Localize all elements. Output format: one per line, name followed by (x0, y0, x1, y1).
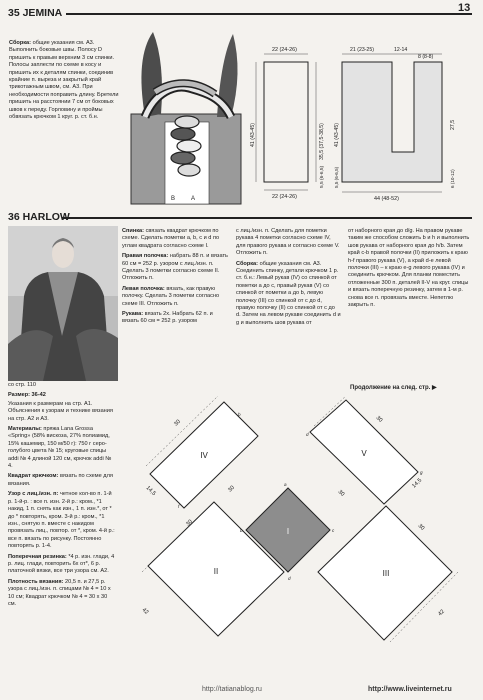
svg-text:30: 30 (374, 415, 384, 424)
harlow-right-column-b: от наборного края до d/g. На правом рукаве таким же способом сложить b и h и выполнить шов рукава от наборного края до h/b. Затем край c-b правой полочки (II) приложить к краю h-f правого рукава (V), а край d-e левой полочки (III) – к краю e-g левого рукава (IV) и соединить крючком. Для планки поместить отложенные 300 п. деталей II-V на круг. спицы и вязать поперечную резинку, затем в 1-м р. снова все п. провязать вместе. Непетлю закрыть п. (348, 228, 470, 309)
jemina-schematic-back (330, 42, 480, 212)
front-right-dim: 35,5 (37,5-38,5) (319, 123, 325, 160)
photo-reference: со стр. 110 (8, 382, 37, 388)
svg-text:d: d (306, 432, 309, 437)
harlow-middle-column: Спинка: связать квадрат крючком по схеме. Сделать пометки а, b, c и d по углам квадрата согласно схеме I. Правая полочка: набрать 88 п. и вязать 60 см = 252 р. узором с лиц./изн. п. Сделать 3 пометки согласно схеме II. Отложить п. Левая полочка: вязать, как правую полочку. Сделать 3 пометки согласно схеме III. Отложить п. Рукава: вязать 2х. Набрать 62 п. и вязать 60 см = 252 р. узором (122, 228, 228, 325)
watermark-right: http://www.liveinternet.ru (368, 686, 452, 693)
braid-label-b: B (171, 196, 176, 202)
svg-text:b: b (240, 528, 243, 533)
label-iv: IV (200, 451, 208, 460)
svg-text:42: 42 (140, 607, 150, 616)
svg-text:42: 42 (437, 608, 446, 618)
jemina-rule (66, 13, 472, 15)
svg-text:b: b (238, 412, 241, 417)
sizes-label: Размер: 36-42 (8, 392, 46, 399)
jemina-title: 35 JEMINA (8, 7, 63, 19)
svg-text:a: a (284, 482, 287, 487)
harlow-rule (62, 217, 472, 219)
page-number: 13 (458, 2, 471, 14)
jemina-assembly-text: Сборка: общие указания см. А3. Выполнить боковые швы. Полосу D пришить к правым верхним 3 см спинки. Полосы заплести по схеме в косу и пришить их к деталям спинки, соединив крайние п. выреза и закрытый край трикотажным швом, см. А3. При необходимости поправить длину. Бретели пришить на расстоянии 7 см от боковых швов к переду. Горловину и проймы обвязать крючком 1 круг. р. ст. б.н. (9, 40, 119, 121)
braid-label-a: A (191, 196, 196, 202)
watermark-left: http://tatianablog.ru (202, 686, 262, 693)
front-top-dim: 22 (24-26) (272, 47, 297, 53)
svg-text:14,5: 14,5 (144, 485, 157, 498)
back-right-upper-dim: 27,5 (450, 119, 456, 130)
back-top-right-dim: 8 (8-8) (418, 54, 434, 60)
label-i: I (286, 527, 290, 536)
front-right-small-dim: 5,5 (6-6,5) (320, 165, 325, 188)
harlow-right-column-a: с лиц./изн. п. Сделать для пометки рукава 4 пометки согласно схеме IV, для правого рукава и согласно схеме V. Отложить п. Сборка: общие указания см. А3. Соединить спинку, детали крючком 1 р. ст. б.н.: Левый рукав (IV) со спинкой от пометки а до c, правый рукав (V) со спинкой от пометки а до b, левую полочку (III) со спинкой от с до d, правую полочку (II) со спинкой от c до d. Затем на левом рукаве соединить d и g и выполнить шов рукава от (236, 228, 341, 326)
jemina-schematic-front (250, 42, 330, 212)
harlow-left-column: со стр. 110 Размер: 36-42 Указания к размерам на стр. А1. Объяснения к узорам и технике вязания на стр. А2 и А3. Материалы: пряжа Lana Grossa «Spring» (58% вискоза, 27% полиамид, 15% кашемир, 150 м/50 г): 750 г серо-голубого цвета № 15; круговые спицы addi № 4 длиной 120 см, крючок addi № 4. Квадрат крючком: вязать по схеме для вязания. Узор с лиц./изн. п: четное кол-во п. 1-й р. 1-й-р. : все п. изн. 2-й р.: кром., *1 накид, 1 п. снять как изн., 1 п. изн.*, от * до * повторять, кром. 3-й р.: кром., *1 изн., снятую п. вместе с накидом провязать лиц., повтор. от *, кром. 4-й р.: все п. вязать по рисунку. Постоянно повторять р. 1-4. Поперечная резинка: *4 р. изн. глади, 4 р. лиц. глади, повторить 6х от*, 6 р. платочной вязки, все три узора см. А2. Плотность вязания: 20,5 п. и 27,5 р. узора с лиц./изн. п. спицами № 4 = 10 х 10 см; Квадрат крючком № 4 = 30 х 30 см. (8, 382, 115, 607)
back-top-left-dim: 21 (23-25) (350, 47, 374, 53)
front-left-dim: 41 (43-45) (250, 123, 256, 147)
back-left-dim: 41 (43-45) (334, 123, 340, 147)
back-bottom-dim: 44 (48-52) (374, 196, 399, 202)
svg-text:30: 30 (416, 523, 426, 532)
back-left-small-dim: 5,5 (6-6,5) (334, 166, 339, 188)
harlow-assembly-diagram (118, 396, 478, 688)
label-iii: III (382, 569, 390, 578)
svg-text:c: c (332, 528, 335, 533)
svg-text:g: g (420, 470, 423, 475)
label-ii: II (213, 567, 219, 576)
svg-text:f: f (178, 504, 180, 509)
harlow-title: 36 HARLOW (8, 211, 70, 223)
front-bottom-dim: 22 (24-26) (272, 194, 297, 200)
svg-text:30: 30 (336, 489, 346, 498)
svg-text:30: 30 (185, 518, 194, 528)
jemina-braid-illustration (125, 22, 250, 207)
svg-text:30: 30 (173, 418, 182, 428)
back-right-small-dim: 6 (10-12) (450, 169, 455, 188)
harlow-model-photo (8, 226, 118, 381)
svg-text:14,5: 14,5 (411, 477, 424, 490)
label-v: V (361, 449, 367, 458)
back-top-mid-dim: 12-14 (394, 47, 408, 53)
svg-text:30: 30 (227, 484, 236, 494)
continued-note: Продолжение на след. стр. ▶ (350, 385, 437, 391)
svg-text:d: d (288, 576, 291, 581)
